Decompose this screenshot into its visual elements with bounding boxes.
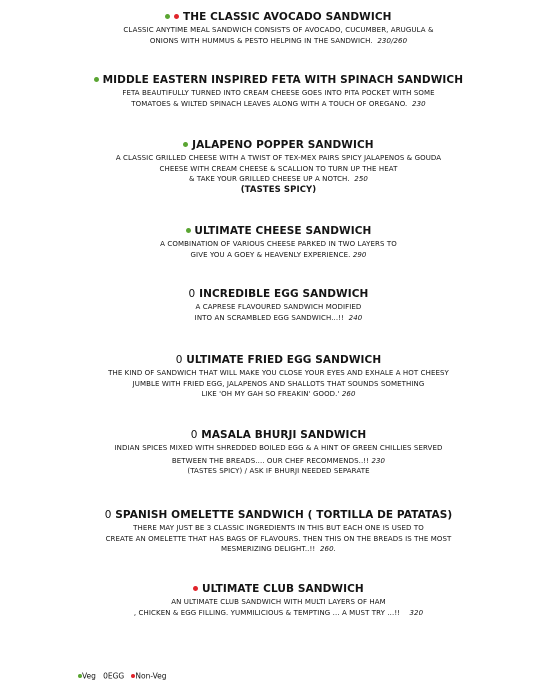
item-title <box>0 353 557 367</box>
menu-item-spanish-omelette <box>0 508 557 555</box>
item-price: 230 <box>371 456 386 465</box>
spicy-note: (TASTES SPICY) / ASK IF BHURJI NEEDED SEPARATE <box>187 467 370 475</box>
item-description <box>0 25 557 46</box>
item-description <box>0 302 557 323</box>
item-price: 230 <box>412 99 426 108</box>
item-price: 260 <box>341 390 356 398</box>
egg-marker-icon: 0 <box>188 288 196 300</box>
desc-line: FETA BEAUTIFULLY TURNED INTO CREAM CHEESE GOES INTO PITA POCKET WITH SOME <box>122 89 435 97</box>
item-description <box>0 597 557 618</box>
menu-item-ultimate-fried-egg <box>0 353 557 400</box>
title-text: JALAPENO POPPER SANDWICH <box>192 139 374 151</box>
desc-line: INDIAN SPICES MIXED WITH SHREDDED BOILED EGG & A HINT OF GREEN CHILLIES SERVED <box>114 444 443 452</box>
item-title <box>0 224 557 238</box>
legend-veg: Veg <box>82 671 96 681</box>
egg-marker-icon: 0 <box>104 509 112 521</box>
title-text: ULTIMATE FRIED EGG SANDWICH <box>186 354 382 366</box>
title-text: ULTIMATE CHEESE SANDWICH <box>194 225 372 237</box>
item-description <box>0 368 557 400</box>
desc-line: CHEESE WITH CREAM CHEESE & SCALLION TO TURN UP THE HEAT <box>159 164 398 173</box>
desc-line: & TAKE YOUR GRILLED CHEESE UP A NOTCH. <box>189 175 350 183</box>
title-text: MASALA BHURJI SANDWICH <box>201 429 367 441</box>
nonveg-dot-icon <box>193 586 198 591</box>
menu-item-incredible-egg <box>0 287 557 323</box>
title-text: INCREDIBLE EGG SANDWICH <box>199 288 369 300</box>
desc-line: LIKE 'OH MY GAH SO FREAKIN' GOOD.' <box>201 390 340 398</box>
desc-line: A CLASSIC GRILLED CHEESE WITH A TWIST OF TEX-MEX PAIRS SPICY JALAPENOS & GOUDA <box>115 154 442 162</box>
item-description <box>0 523 557 555</box>
desc-line: THE KIND OF SANDWICH THAT WILL MAKE YOU CLOSE YOUR EYES AND EXHALE A HOT CHEESY <box>108 369 449 377</box>
menu-item-classic-avocado <box>0 10 557 46</box>
legend-egg: EGG <box>107 671 125 681</box>
desc-line: , CHICKEN & EGG FILLING. YUMMILICIOUS & TEMPTING ... A MUST TRY ...!! <box>133 608 401 617</box>
desc-line: INTO AN SCRAMBLED EGG SANDWICH...!! <box>194 313 344 322</box>
menu-item-jalapeno-popper <box>0 138 557 196</box>
item-title <box>0 138 557 152</box>
desc-line: A CAPRESE FLAVOURED SANDWICH MODIFIED <box>195 303 362 311</box>
desc-line: CLASSIC ANYTIME MEAL SANDWICH CONSISTS OF AVOCADO, CUCUMBER, ARUGULA & <box>123 26 434 34</box>
menu-item-ultimate-club <box>0 582 557 618</box>
item-price: 250 <box>354 175 368 183</box>
title-text: ULTIMATE CLUB SANDWICH <box>201 583 364 595</box>
item-price: 320 <box>409 608 424 617</box>
spicy-note: (TASTES SPICY) <box>240 184 317 195</box>
item-title <box>0 10 557 24</box>
item-description <box>0 239 557 260</box>
desc-line: CREATE AN OMELETTE THAT HAS BAGS OF FLAVOURS. THEN THIS ON THE BREADS IS THE MOST <box>105 534 452 543</box>
menu-item-ultimate-cheese <box>0 224 557 260</box>
item-description <box>0 88 557 109</box>
title-text: MIDDLE EASTERN INSPIRED FETA WITH SPINACH SANDWICH <box>102 74 464 86</box>
desc-line: BETWEEN THE BREADS.... OUR CHEF RECOMMENDS..!! <box>171 456 370 465</box>
desc-line: TOMATOES & WILTED SPINACH LEAVES ALONG WITH A TOUCH OF OREGANO. <box>131 99 408 108</box>
veg-dot-icon <box>186 228 191 233</box>
egg-marker-icon: 0 <box>103 671 108 681</box>
legend-nonveg: Non-Veg <box>135 671 167 681</box>
item-price: 290 <box>352 250 367 259</box>
desc-line: A COMBINATION OF VARIOUS CHEESE PARKED IN TWO LAYERS TO <box>160 240 397 248</box>
egg-marker-icon: 0 <box>175 354 183 366</box>
item-title <box>0 508 557 522</box>
item-description <box>0 153 557 196</box>
item-title <box>0 582 557 596</box>
desc-line: GIVE YOU A GOEY & HEAVENLY EXPERIENCE. <box>190 250 351 259</box>
menu-item-masala-bhurji <box>0 428 557 477</box>
veg-dot-icon <box>94 77 99 82</box>
veg-dot-icon <box>78 674 82 678</box>
nonveg-dot-icon <box>174 14 179 19</box>
desc-line: JUMBLE WITH FRIED EGG, JALAPENOS AND SHALLOTS THAT SOUNDS SOMETHING <box>132 379 425 388</box>
desc-line: THERE MAY JUST BE 3 CLASSIC INGREDIENTS IN THIS BUT EACH ONE IS USED TO <box>133 524 424 532</box>
item-price: 230/260 <box>377 36 408 45</box>
item-title <box>0 73 557 87</box>
item-title <box>0 287 557 301</box>
menu-item-middle-eastern-feta <box>0 73 557 109</box>
item-title <box>0 428 557 442</box>
desc-line: ONIONS WITH HUMMUS & PESTO HELPING IN THE SANDWICH. <box>149 36 373 45</box>
legend <box>78 671 167 681</box>
title-text: THE CLASSIC AVOCADO SANDWICH <box>182 11 392 23</box>
item-description <box>0 443 557 477</box>
item-price: 260. <box>319 545 336 553</box>
title-text: SPANISH OMELETTE SANDWICH ( TORTILLA DE PATATAS) <box>115 509 453 521</box>
item-price: 240 <box>348 313 363 322</box>
veg-dot-icon <box>165 14 170 19</box>
desc-line: AN ULTIMATE CLUB SANDWICH WITH MULTI LAYERS OF HAM <box>171 598 386 606</box>
egg-marker-icon: 0 <box>190 429 198 441</box>
desc-line: MESMERIZING DELIGHT..!! <box>221 545 316 553</box>
veg-dot-icon <box>183 142 188 147</box>
